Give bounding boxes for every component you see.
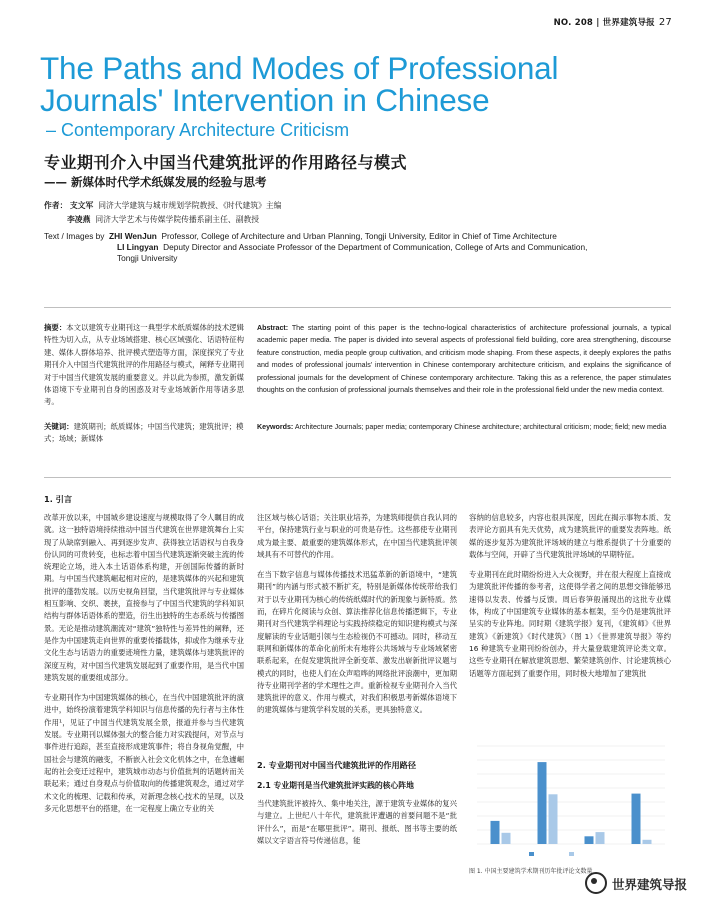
keywords-en — [257, 421, 671, 433]
paragraph: 专业期刊在此时期纷纷进入大众视野，并在很大程度上直接成为建筑批评传播的参考者，这使得学者之间的思想交锋能够迅速得以发表、传播与反馈。周后春笋般涌现出的这批专业媒体，构成了中国建筑专业媒体的基本框架，至今仍是建筑批评呈实的专业阵地。同时期《建筑学报》复刊，《建筑师》《世界建筑》《新建筑》《时代建筑》（图 1）《世界建筑导报》等约 16 种建筑专业期刊纷纷创办，并大量登载建筑评论类文章。这些专业期刊在解放建筑思想、繁荣建筑创作、讨论建筑核心话题等方面起到了重要作用，同时极大地增加了建筑批 — [469, 570, 671, 678]
author-name-en: LI Lingyan — [117, 242, 159, 252]
english-subtitle: – Contemporary Architecture Criticism — [46, 120, 350, 140]
body-column-2-cont — [257, 798, 457, 882]
author-en-2 — [117, 242, 677, 253]
abstract-text-en: The starting point of this paper is the techno-logical characteristics of architecture professional journals, a typical academic paper media. The paper is divided into several aspects of professional field building, core area strengthening, discourse feature construction, media people group cultivation, and criticism mode shaping. From these aspects, it deeply explores the paths and modes of professional journals' intervention in Chinese contemporary architecture criticism, and explains the significance of professional journals for the development of Chinese contemporary architecture. Taking this as a reference, the paper stimulates thoughts on the confusion of professional journals themselves and their role in the professional field under the new media context. — [257, 324, 672, 395]
divider — [44, 477, 671, 478]
paragraph: 在当下数字信息与媒体传播技术迅猛革新的新语境中，“建筑期刊”的内涵与形式被不断扩充，特别是新媒体传统带给我们对于以专业期刊为核心的传统纸媒时代的新现象与新特质。然而，在碎片化阅读与众创、算法推荐化信息传播逻辑下，专业期刊对当代建筑学科理论与实践持续稳定的知识建构模式与深度解读的专业话题引领与生态检视仍不可撼动。同时，移动互联网和新媒体的革命化前所未有地将公共场域与专业场域紧密联系起来，在促发建筑批评全新变革、激发出崭新批评议题与模式的同时，也使人们在众声喧哗的网络批评浪潮中，更加期待专业期刊学者的学术理性之声。重新检视专业期刊介入当代建筑批评的意义、作用与模式，对我们积极思考新媒体语境下的建筑媒体与建筑学科发展的关系，更具独特意义。 — [257, 570, 457, 715]
body-column-3 — [469, 512, 671, 734]
legend-swatch — [529, 852, 534, 856]
legend-swatch — [569, 852, 574, 856]
author-label: 作者： — [44, 201, 68, 210]
abstract-label-en: Abstract: — [257, 324, 289, 332]
author-name: 支文军 — [69, 201, 94, 210]
keywords-zh — [44, 421, 244, 446]
subsection-heading: 2.1 专业期刊是当代建筑批评实践的核心阵地 — [257, 781, 414, 790]
bar-series-1 — [632, 794, 641, 844]
abstract-label: 摘要： — [44, 323, 67, 332]
bar-series-2 — [502, 833, 511, 844]
paragraph: 容纳的信息较多，内容也很具深度，因此在揭示事物本质、发表评论方面具有先天优势，成为建筑批评的重要发表阵地。纸媒的逐步复苏为建筑批评场域的建立与维系提供了十分重要的载体与空间，开辟了当代建筑批评场域的早期特征。 — [469, 513, 671, 559]
chinese-title: 专业期刊介入中国当代建筑批评的作用路径与模式 — [44, 153, 408, 172]
running-header — [554, 16, 672, 28]
author-label-en: Text / Images by — [44, 231, 105, 241]
author-info: 同济大学建筑与城市规划学院教授、《时代建筑》主编 — [98, 201, 282, 210]
keywords-label: 关键词： — [44, 422, 74, 431]
paragraph: 注区域与核心话语；关注职业培养，为建筑师提供自我认同的平台，保持建筑行业与职业的可贵是存性。这些都使专业期刊成为最主要、最重要的建筑媒体形式，在中国当代建筑批评领域具有不可替代的作用。 — [257, 513, 457, 559]
chinese-subtitle: —— 新媒体时代学术纸媒发展的经验与思考 — [44, 175, 267, 189]
figure-caption: 图 1. 中国主要建筑学术期刊历年批评论文数量 — [469, 868, 593, 875]
author-zh-1 — [44, 200, 669, 211]
wechat-logo-icon — [585, 872, 607, 894]
watermark — [585, 872, 687, 894]
body-column-2 — [257, 512, 457, 755]
abstract-zh — [44, 322, 244, 409]
paragraph: 当代建筑批评被持久、集中地关注，源于建筑专业媒体的复兴与建立。上世纪八十年代，建筑批评遭遇的首要问题不是“批评什么”，而是“在哪里批评”。期刊、报纸、图书等主要的纸媒以文字语言符号传递信息，能 — [257, 799, 457, 845]
abstract-text: 本文以建筑专业期刊这一典型学术纸质媒体的技术逻辑特性为切入点，从专业场域搭建、核心区域强化、话语特征构建、媒体人群体培养、批评模式塑造等方面，深度探究了专业期刊介入中国当代建筑批评的作用路径与模式，阐释专业期刊对于中国当代建筑发展的重要意义。并以此为参照，激发新媒体语境下专业期刊自身的困惑及对专业场域新作用等诸多思考。 — [44, 323, 244, 407]
issue-label: NO. 208 | 世界建筑导报 — [553, 18, 655, 28]
bar-series-2 — [596, 832, 605, 844]
bar-series-1 — [538, 762, 547, 844]
author-info-en: Deputy Director and Associate Professor of the Department of Communication, College of Arts and Communication, — [163, 242, 588, 252]
english-title — [40, 52, 640, 116]
body-column-1 — [44, 512, 244, 882]
author-zh-2 — [67, 214, 692, 225]
watermark-text: 世界建筑导报 — [611, 877, 687, 892]
figure-bar-chart — [469, 740, 671, 860]
author-info-en: Professor, College of Architecture and Urban Planning, Tongji University, Editor in Chief of Time Architecture — [161, 231, 557, 241]
section-heading: 2. 专业期刊对中国当代建筑批评的作用路径 — [257, 760, 417, 770]
abstract-en — [257, 322, 671, 396]
author-name-en: ZHI WenJun — [109, 231, 157, 241]
bar-series-1 — [491, 821, 500, 844]
bar-series-2 — [549, 794, 558, 844]
divider — [44, 307, 671, 308]
author-info: 同济大学艺术与传媒学院传播系副主任、副教授 — [95, 215, 260, 224]
paragraph: 专业期刊作为中国建筑媒体的核心，在当代中国建筑批评的演进中，始终扮演着建筑学科知识与信息传播的先行者与主体性作用¹，见证了中国当代建筑发展全景，报道并参与当代建筑发展。专业期刊以媒体强大的整合能力对实践提问，对节点与事件进行追踪，甚至直接形成建筑事件；将自身视角觉醒，中国社会与建筑的融变，不断嵌入社会文化机体之中，在急遽崛起的社会变迁过程中，建筑城市动态与价值批判的话题转而关联起来；通过自身观点与价值取向的传播建筑观念，通过对学术文化的梳理、记载和传承，对新理念核心技术的呈现，以及多元化思想平台的搭建，在一定程度上确立专业的关 — [44, 693, 244, 813]
page-number: 27 — [658, 17, 672, 28]
keywords-text-en: Architecture Journals; paper media; contemporary Chinese architecture; architectural criticism; mode; field; new media — [294, 423, 667, 431]
author-en-1 — [44, 231, 669, 242]
keywords-text: 建筑期刊；纸质媒体；中国当代建筑；建筑批评；模式；场域；新媒体 — [44, 422, 244, 444]
english-title-line: Journals' Intervention in Chinese — [40, 82, 490, 118]
section-heading: 1. 引言 — [44, 494, 73, 504]
bar-series-2 — [643, 840, 652, 844]
english-title-line: The Paths and Modes of Professional — [40, 50, 559, 86]
author-name: 李凌燕 — [67, 215, 91, 224]
bar-series-1 — [585, 836, 594, 844]
keywords-label-en: Keywords: — [257, 423, 294, 431]
paragraph: 改革开放以来，中国城乡建设速度与规模取得了令人瞩目的成就。这一独特语境持续推动中国当代建筑在世界建筑舞台上实现了从缺席到融入、再到逐步发声、获得独立话语权与自我身份认同的可贵转变，也标志着中国当代建筑逐渐突破主流的传统理论立场，进入本土话语体系构建，开创国际传播的新时期。与中国当代建筑崛起相对应的，是建筑媒体的兴起和建筑批评的蓬勃发展。以历史视角回望，当代建筑批评与专业媒体相互影响、交织、裹挟，直接参与了中国当代建筑的学科知识结构与群体话语体系的塑造，衍生出独特的生态系统与传播图景。无论是推动建筑潮流对“建筑”独特性与差异性的阐释，还是作为中国建筑走向世界的重要传播载体，抑或作为继承专业文化生态与话语力的重要迹境性力量，建筑媒体与建筑批评的深度互构，对中国当代建筑发展起到了重要作用，是当代中国建筑发展的重要组成部分。 — [44, 513, 244, 682]
author-en-2-cont: Tongji University — [117, 253, 178, 263]
